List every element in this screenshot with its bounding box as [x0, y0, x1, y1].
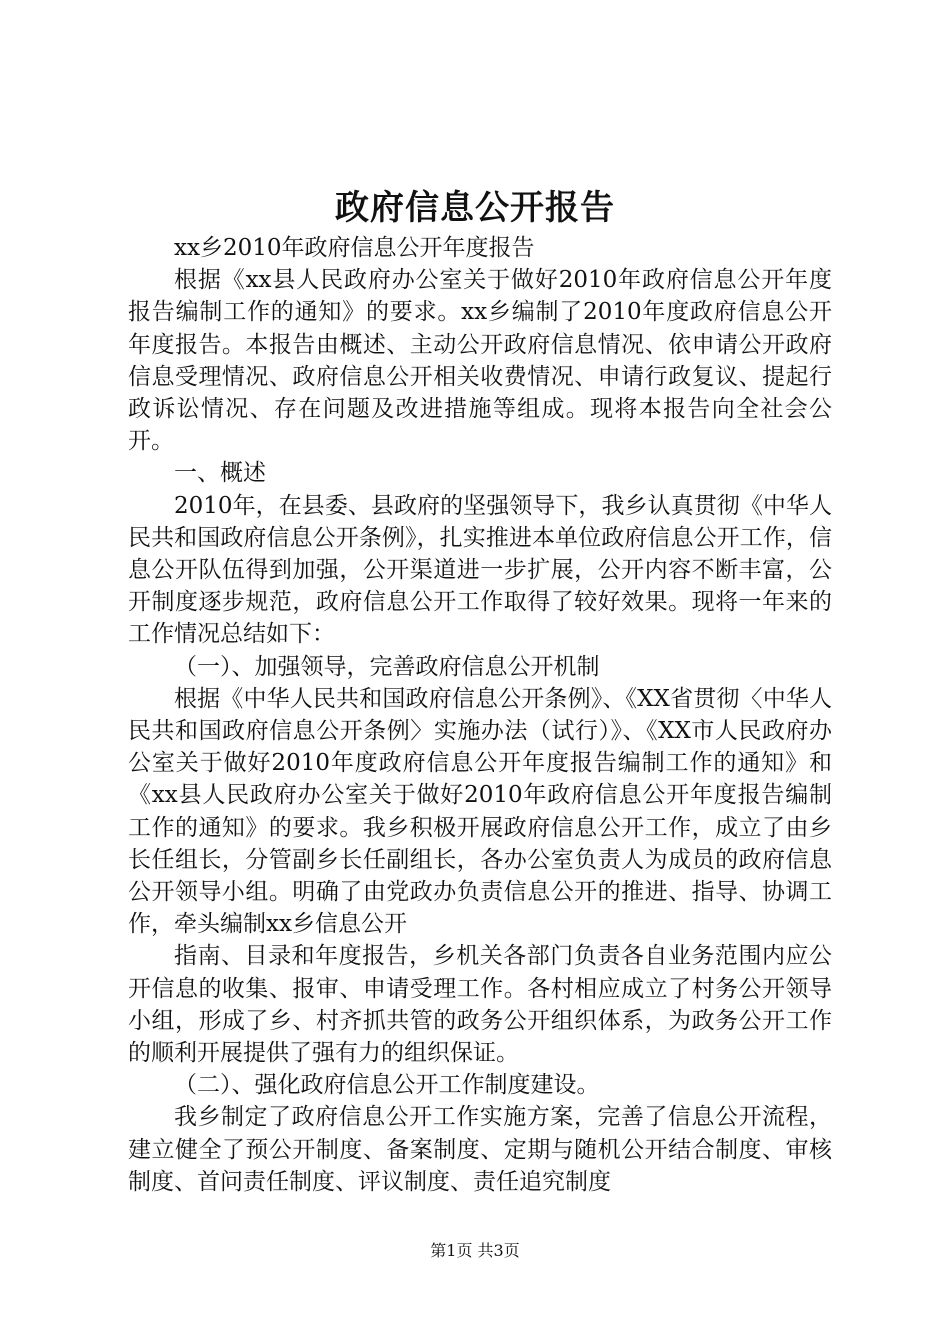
document-title: 政府信息公开报告 — [335, 188, 615, 228]
paragraph-system: 我乡制定了政府信息公开工作实施方案，完善了信息公开流程，建立健全了预公开制度、备案制度、定期与随机公开结合制度、审核制度、首问责任制度、评议制度、责任追究制度 — [128, 1104, 832, 1195]
paragraph-leadership: 根据《中华人民共和国政府信息公开条例》、《XX省贯彻〈中华人民共和国政府信息公开条例〉实施办法（试行）》、《XX市人民政府办公室关于做好2010年度政府信息公开年度报告编制工作的通知》和《xx县人民政府办公室关于做好2010年政府信息公开年度报告编制工作的通知》的要求。我乡积极开展政府信息公开工作，成立了由乡长任组长，分管副乡长任副组长，各办公室负责人为成员的政府信息公开领导小组。明确了由党政办负责信息公开的推进、指导、协调工作，牵头编制xx乡信息公开 — [128, 685, 832, 938]
page-footer: 第1页 共3页 — [430, 1241, 520, 1260]
subsection-heading-1: （一）、加强领导，完善政府信息公开机制 — [174, 653, 600, 680]
report-subtitle: xx乡2010年政府信息公开年度报告 — [174, 235, 535, 261]
paragraph-intro: 根据《xx县人民政府办公室关于做好2010年政府信息公开年度报告编制工作的通知》的要求。xx乡编制了2010年度政府信息公开年度报告。本报告由概述、主动公开政府信息情况、依申请公开政府信息受理情况、政府信息公开相关收费情况、申请行政复议、提起行政诉讼情况、存在问题及改进措施等组成。现将本报告向全社会公开。 — [128, 267, 832, 455]
document-body — [128, 232, 832, 1198]
paragraph-guide: 指南、目录和年度报告，乡机关各部门负责各自业务范围内应公开信息的收集、报审、申请受理工作。各村相应成立了村务公开领导小组，形成了乡、村齐抓共管的政务公开组织体系，为政务公开工作的顺利开展提供了强有力的组织保证。 — [128, 943, 832, 1067]
subsection-heading-2: （二）、强化政府信息公开工作制度建设。 — [174, 1072, 600, 1099]
section-heading-overview: 一、概述 — [174, 460, 266, 487]
paragraph-overview: 2010年，在县委、县政府的坚强领导下，我乡认真贯彻《中华人民共和国政府信息公开条例》，扎实推进本单位政府信息公开工作，信息公开队伍得到加强，公开渠道进一步扩展，公开内容不断丰富，公开制度逐步规范，政府信息公开工作取得了较好效果。现将一年来的工作情况总结如下： — [128, 492, 832, 648]
